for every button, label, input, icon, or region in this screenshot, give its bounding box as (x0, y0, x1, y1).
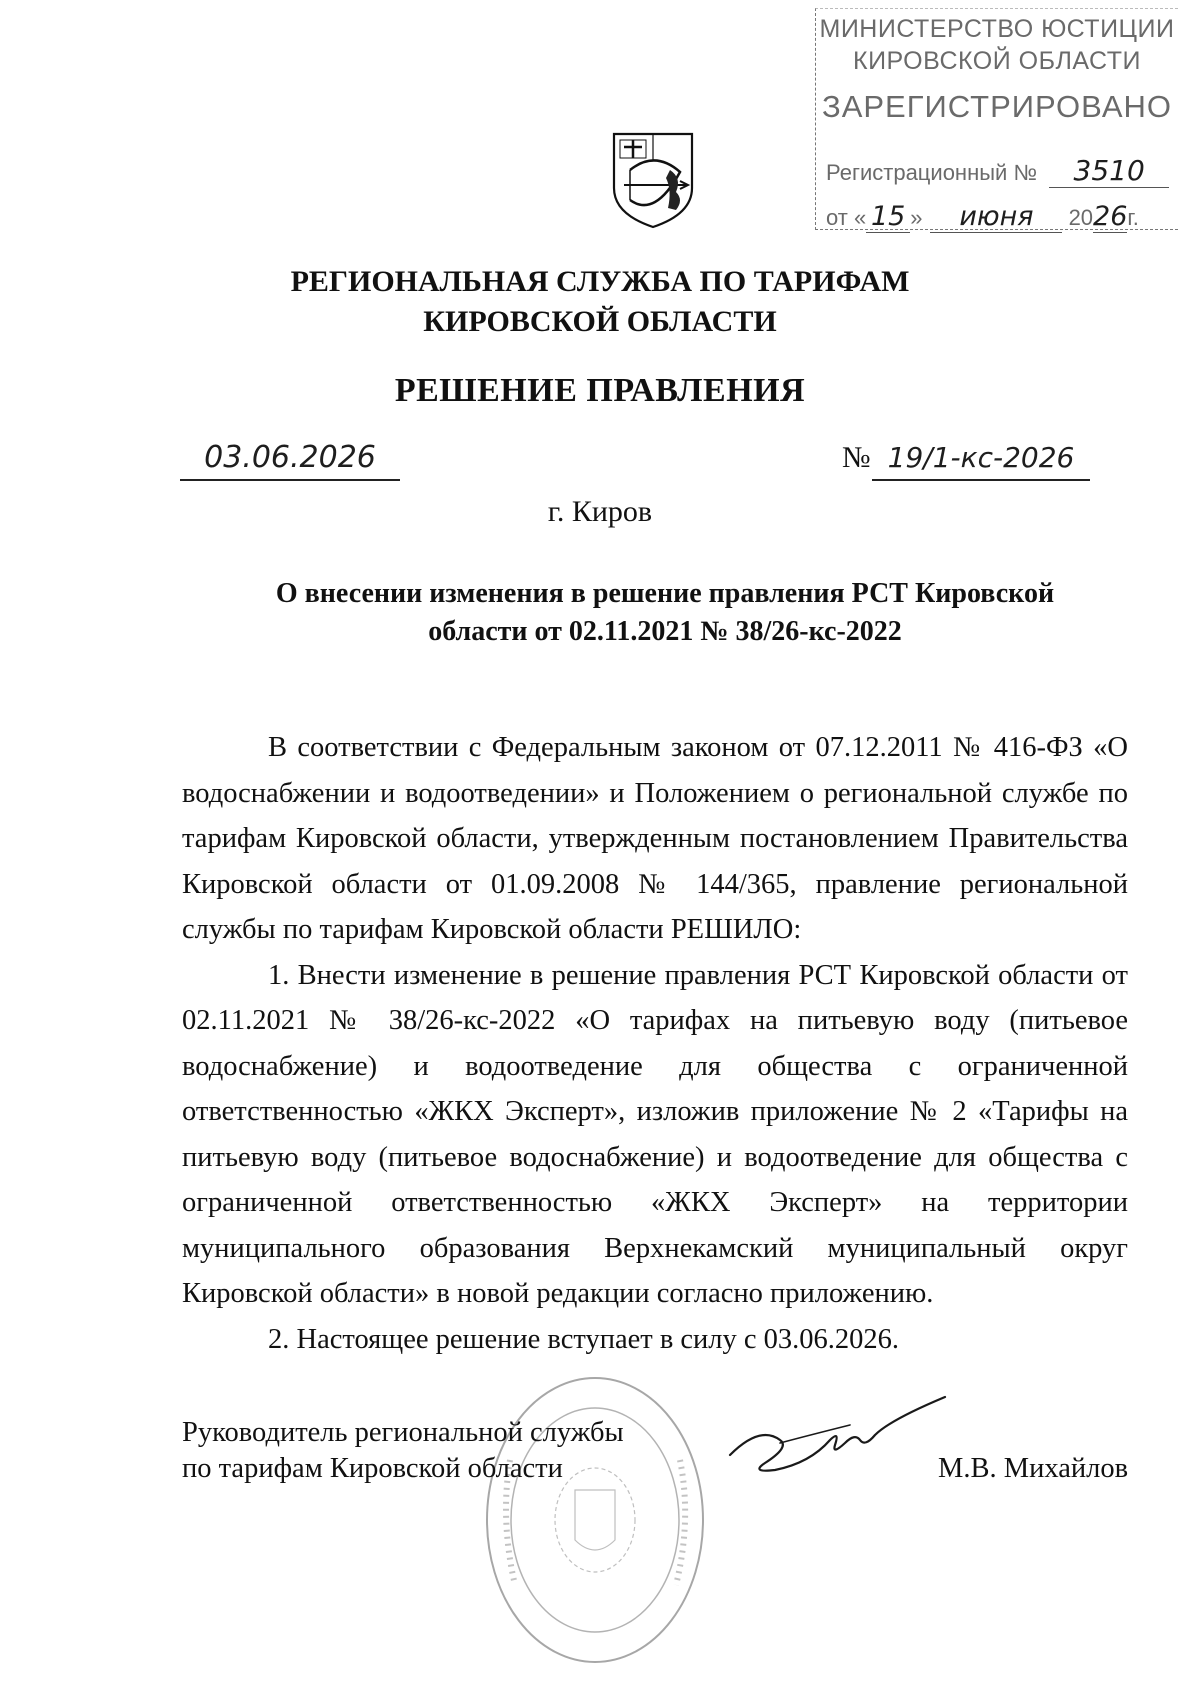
signatory-position-line1: Руководитель региональной службы (182, 1417, 624, 1448)
subject-line1: О внесении изменения в решение правления РСТ Кировской (275, 578, 1055, 609)
body-paragraph-item-2: 2. Настоящее решение вступает в силу с 03.06.2026. (268, 1323, 900, 1355)
stamp-date-row (826, 201, 1176, 233)
document-number (842, 437, 1098, 479)
stamp-number-value: 3510 (1049, 154, 1169, 188)
document-subject (240, 575, 1090, 651)
stamp-date-month: июня (930, 201, 1062, 233)
stamp-date-year-prefix: 20 (1068, 205, 1094, 230)
body-paragraph-item-1: 1. Внести изменение в решение правления РСТ Кировской области от 02.11.2021 № 38/26-кс-2022 «О тарифах на питьевую воду (питьевое водоснабжение) и водоотведение для общества с ограниченной ответственностью «ЖКХ Эксперт», изложив приложение № 2 «Тарифы на питьевую воду (питьевое водоснабжение) и водоотведение для общества с ограниченной ответственностью «ЖКХ Эксперт» на территории муниципального образования Верхнекамский муниципальный округ Кировской области» в новой редакции согласно приложению. (182, 959, 1128, 1309)
stamp-status: ЗАРЕГИСТРИРОВАНО (821, 89, 1172, 124)
organization-title-line2: КИРОВСКОЙ ОБЛАСТИ (423, 305, 777, 338)
stamp-date-day: 15 (866, 201, 910, 233)
document-body (182, 725, 1128, 1362)
document-date: 03.06.2026 (180, 437, 400, 481)
document-type: РЕШЕНИЕ ПРАВЛЕНИЯ (394, 372, 806, 409)
city: г. Киров (547, 495, 653, 528)
stamp-ministry: МИНИСТЕРСТВО ЮСТИЦИИ (819, 15, 1175, 43)
registration-stamp (815, 8, 1178, 230)
organization-title (0, 262, 1200, 342)
stamp-number-label: Регистрационный № (826, 160, 1038, 185)
number-sign: № (842, 441, 871, 474)
stamp-number-row (826, 154, 1171, 188)
coat-of-arms-icon (610, 130, 696, 230)
stamp-region: КИРОВСКОЙ ОБЛАСТИ (853, 47, 1141, 75)
signatory-name: М.В. Михайлов (938, 1453, 1129, 1484)
body-paragraph-preamble: В соответствии с Федеральным законом от 07.12.2011 № 416-ФЗ «О водоснабжении и водоотведении» и Положением о региональной службе по тарифам Кировской области, утвержденным постановлением Правительства Кировской области от 01.09.2008 № 144/365, правление региональной службы по тарифам Кировской области РЕШИЛО: (182, 732, 1128, 945)
signatory-position-line2: по тарифам Кировской области (182, 1453, 563, 1484)
document-number-value: 19/1-кс-2026 (872, 437, 1090, 481)
stamp-date-prefix: от « (826, 205, 867, 230)
stamp-date-suffix: г. (1127, 205, 1139, 230)
organization-title-line1: РЕГИОНАЛЬНАЯ СЛУЖБА ПО ТАРИФАМ (290, 265, 910, 298)
stamp-date-year-suffix: 26 (1093, 201, 1128, 232)
handwritten-signature-icon (720, 1385, 950, 1485)
signatory-position (182, 1415, 624, 1487)
stamp-date-mid: » (910, 205, 923, 230)
subject-line2: области от 02.11.2021 № 38/26-кс-2022 (428, 616, 902, 647)
